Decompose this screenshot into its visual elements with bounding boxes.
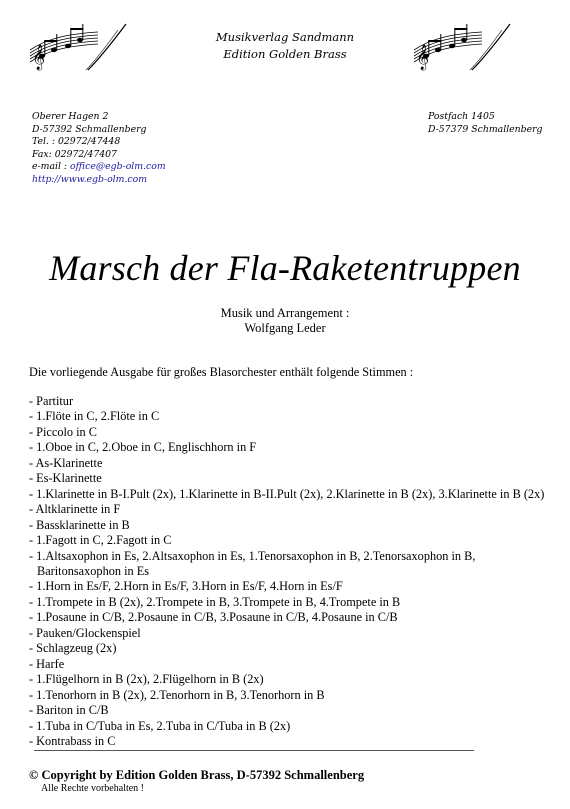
list-item: - Kontrabass in C — [29, 733, 116, 748]
list-item: - Partitur — [29, 394, 74, 408]
city: D-57392 Schmallenberg — [32, 123, 147, 135]
list-item: - 1.Flöte in C, 2.Flöte in C — [29, 409, 160, 424]
website-link[interactable]: http://www.egb-olm.com — [32, 173, 148, 185]
fax: Fax: 02972/47407 — [32, 148, 117, 160]
parts-list — [29, 394, 544, 749]
list-item: - 1.Fagott in C, 2.Fagott in C — [29, 533, 172, 548]
email-label: e-mail : — [32, 161, 70, 173]
address-left — [32, 111, 166, 187]
publisher-name: Musikverlag Sandmann — [215, 30, 355, 44]
list-item: Baritonsaxophon in Es — [37, 563, 150, 578]
footer-divider — [34, 750, 474, 751]
list-item: - As-Klarinette — [29, 455, 103, 470]
list-item: - 1.Trompete in B (2x), 2.Trompete in B, 3.Trompete in B, 4.Trompete in B — [29, 594, 401, 609]
copyright: © Copyright by Edition Golden Brass, D-57392 Schmallenberg — [29, 768, 365, 782]
list-item: - Bariton in C/B — [29, 703, 109, 718]
list-item: - 1.Horn in Es/F, 2.Horn in Es/F, 3.Horn in Es/F, 4.Horn in Es/F — [29, 579, 343, 594]
city-right: D-57379 Schmallenberg — [428, 123, 543, 135]
postbox: Postfach 1405 — [428, 111, 495, 122]
credit — [0, 306, 570, 336]
address-right — [428, 111, 543, 136]
list-item: - 1.Tuba in C/Tuba in Es, 2.Tuba in C/Tuba in B (2x) — [29, 718, 291, 733]
list-item: - 1.Flügelhorn in B (2x), 2.Flügelhorn in B (2x) — [29, 672, 264, 687]
list-item: - Es-Klarinette — [29, 471, 102, 486]
email-row — [32, 161, 166, 174]
street: Oberer Hagen 2 — [32, 111, 109, 122]
telephone: Tel. : 02972/47448 — [32, 136, 121, 148]
list-item: - Schlagzeug (2x) — [29, 641, 117, 656]
list-item: - Harfe — [29, 656, 65, 671]
list-item: - Piccolo in C — [29, 424, 97, 439]
list-item: - Pauken/Glockenspiel — [29, 625, 141, 640]
list-item: - 1.Posaune in C/B, 2.Posaune in C/B, 3.Posaune in C/B, 4.Posaune in C/B — [29, 610, 398, 625]
credit-label: Musik und Arrangement : — [220, 306, 350, 320]
composer-name: Wolfgang Leder — [244, 321, 326, 335]
list-item: - 1.Klarinette in B-I.Pult (2x), 1.Klarinette in B-II.Pult (2x), 2.Klarinette in B (2x), 3.Klarinette in B (2x) — [29, 486, 545, 501]
list-item: - 1.Altsaxophon in Es, 2.Altsaxophon in Es, 1.Tenorsaxophon in B, 2.Tenorsaxophon in B, — [29, 548, 476, 563]
svg-text:𝄞: 𝄞 — [416, 45, 430, 70]
intro-text: Die vorliegende Ausgabe für großes Blasorchester enthält folgende Stimmen : — [29, 365, 414, 379]
rights-notice: Alle Rechte vorbehalten ! — [41, 783, 145, 794]
list-item: - 1.Oboe in C, 2.Oboe in C, Englischhorn in F — [29, 440, 257, 455]
list-item: - Bassklarinette in B — [29, 517, 130, 532]
list-item: - 1.Tenorhorn in B (2x), 2.Tenorhorn in B, 3.Tenorhorn in B — [29, 687, 325, 702]
page-title: Marsch der Fla-Raketentruppen — [49, 248, 521, 288]
list-item: - Altklarinette in F — [29, 502, 121, 517]
svg-text:𝄞: 𝄞 — [32, 45, 46, 70]
email-link[interactable]: office@egb-olm.com — [70, 161, 166, 173]
publisher-edition: Edition Golden Brass — [223, 47, 347, 61]
